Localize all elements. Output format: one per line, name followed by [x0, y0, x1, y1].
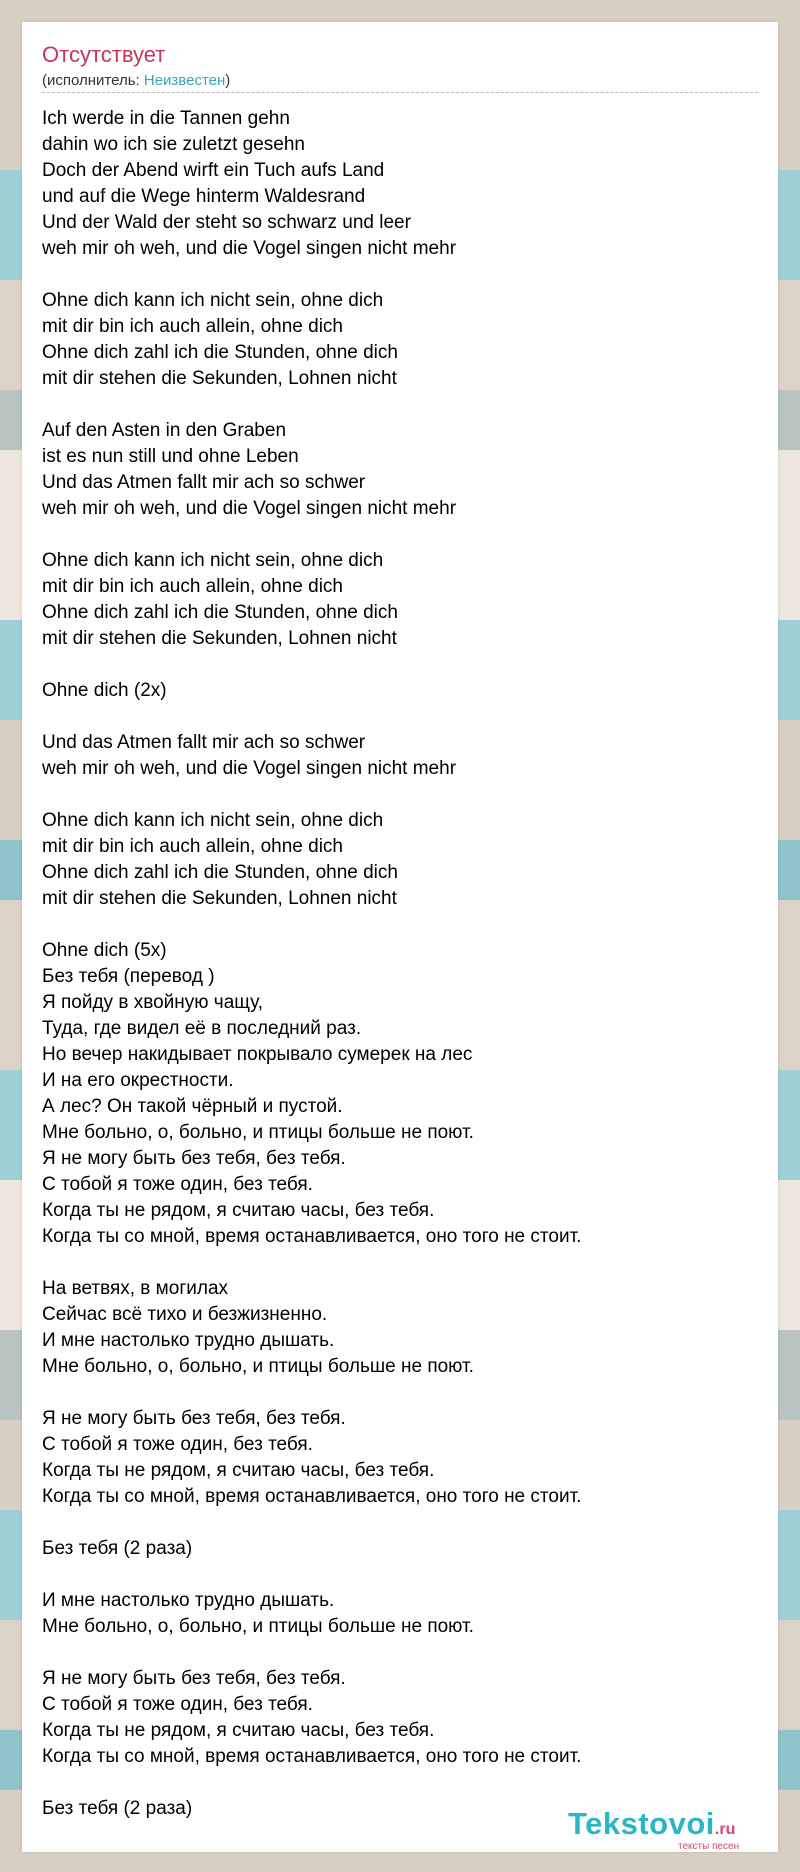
artist-prefix: (исполнитель:	[42, 72, 144, 89]
lyric-line	[42, 392, 758, 418]
lyric-line: weh mir oh weh, und die Vogel singen nicht mehr	[42, 238, 457, 259]
lyric-line: Ohne dich zahl ich die Stunden, ohne dich	[42, 862, 398, 883]
lyric-line: Und der Wald der steht so schwarz und leer	[42, 212, 411, 233]
lyric-line: ist es nun still und ohne Leben	[42, 446, 299, 467]
lyric-line	[42, 652, 758, 678]
lyric-line	[42, 782, 758, 808]
lyric-line: Без тебя (2 раза)	[42, 1798, 193, 1819]
lyric-line: Ohne dich (5x)	[42, 940, 167, 961]
site-logo[interactable]	[568, 1806, 740, 1852]
lyric-line: Я не могу быть без тебя, без тебя.	[42, 1408, 346, 1429]
lyric-line: Когда ты со мной, время останавливается, оно того не стоит.	[42, 1226, 582, 1247]
lyric-line: Ohne dich kann ich nicht sein, ohne dich	[42, 290, 384, 311]
lyric-line: Когда ты не рядом, я считаю часы, без тебя.	[42, 1720, 435, 1741]
logo-tagline: тексты песен	[678, 1841, 740, 1852]
lyric-line	[42, 1380, 758, 1406]
lyric-line: und auf die Wege hinterm Waldesrand	[42, 186, 366, 207]
artist-link[interactable]: Неизвестен	[143, 72, 226, 89]
lyric-line: Без тебя (перевод )	[42, 966, 215, 987]
lyric-line: А лес? Он такой чёрный и пустой.	[42, 1096, 343, 1117]
lyric-line: Когда ты не рядом, я считаю часы, без тебя.	[42, 1460, 435, 1481]
lyric-line	[42, 1250, 758, 1276]
lyric-line: Ohne dich (2x)	[42, 680, 167, 701]
lyric-line: dahin wo ich sie zuletzt gesehn	[42, 134, 305, 155]
lyric-line: Сейчас всё тихо и безжизненно.	[42, 1304, 328, 1325]
lyric-line: mit dir stehen die Sekunden, Lohnen nicht	[42, 368, 397, 389]
lyric-line	[42, 1562, 758, 1588]
lyric-line	[42, 522, 758, 548]
lyric-line: Doch der Abend wirft ein Tuch aufs Land	[42, 160, 385, 181]
lyric-line: Я не могу быть без тебя, без тебя.	[42, 1668, 346, 1689]
lyrics-card	[22, 22, 778, 1852]
lyric-line: Туда, где видел её в последний раз.	[42, 1018, 362, 1039]
lyric-line: И на его окрестности.	[42, 1070, 234, 1091]
lyric-line: mit dir bin ich auch allein, ohne dich	[42, 316, 344, 337]
lyric-line	[42, 1640, 758, 1666]
lyric-line: Ich werde in die Tannen gehn	[42, 108, 290, 129]
lyric-line: Когда ты не рядом, я считаю часы, без тебя.	[42, 1200, 435, 1221]
artist-suffix: )	[225, 72, 231, 89]
lyric-line	[42, 912, 758, 938]
lyric-line: weh mir oh weh, und die Vogel singen nicht mehr	[42, 498, 457, 519]
lyric-line: Мне больно, о, больно, и птицы больше не поют.	[42, 1122, 474, 1143]
lyric-line: Ohne dich zahl ich die Stunden, ohne dich	[42, 342, 398, 363]
lyric-line: Но вечер накидывает покрывало сумерек на лес	[42, 1044, 473, 1065]
lyric-line: mit dir stehen die Sekunden, Lohnen nicht	[42, 888, 397, 909]
song-title: Отсутствует	[42, 42, 166, 67]
lyric-line: Я не могу быть без тебя, без тебя.	[42, 1148, 346, 1169]
lyric-line: С тобой я тоже один, без тебя.	[42, 1434, 313, 1455]
lyric-line: И мне настолько трудно дышать.	[42, 1330, 335, 1351]
lyric-line: mit dir bin ich auch allein, ohne dich	[42, 576, 344, 597]
logo-tld: .ru	[714, 1821, 736, 1838]
lyric-line: Мне больно, о, больно, и птицы больше не поют.	[42, 1356, 474, 1377]
lyric-line: weh mir oh weh, und die Vogel singen nicht mehr	[42, 758, 457, 779]
lyric-line: На ветвях, в могилах	[42, 1278, 229, 1299]
lyric-line: Auf den Asten in den Graben	[42, 420, 287, 441]
title-divider	[42, 92, 758, 93]
lyric-line: Und das Atmen fallt mir ach so schwer	[42, 732, 366, 753]
lyric-line: С тобой я тоже один, без тебя.	[42, 1694, 313, 1715]
logo-name: Tekstovoi	[568, 1806, 715, 1841]
lyric-line	[42, 262, 758, 288]
lyric-line: Я пойду в хвойную чащу,	[42, 992, 263, 1013]
lyric-line: Und das Atmen fallt mir ach so schwer	[42, 472, 366, 493]
lyric-line: С тобой я тоже один, без тебя.	[42, 1174, 313, 1195]
lyric-line	[42, 1770, 758, 1796]
artist-line	[42, 72, 230, 89]
lyric-line: И мне настолько трудно дышать.	[42, 1590, 335, 1611]
lyric-line: Ohne dich kann ich nicht sein, ohne dich	[42, 550, 384, 571]
lyric-line	[42, 1510, 758, 1536]
lyric-line: Ohne dich zahl ich die Stunden, ohne dich	[42, 602, 398, 623]
lyric-line: Когда ты со мной, время останавливается, оно того не стоит.	[42, 1486, 582, 1507]
lyric-line: Ohne dich kann ich nicht sein, ohne dich	[42, 810, 384, 831]
lyric-line: Без тебя (2 раза)	[42, 1538, 193, 1559]
lyric-line: Когда ты со мной, время останавливается, оно того не стоит.	[42, 1746, 582, 1767]
lyrics-text	[42, 106, 758, 1822]
lyric-line: mit dir bin ich auch allein, ohne dich	[42, 836, 344, 857]
lyric-line: mit dir stehen die Sekunden, Lohnen nicht	[42, 628, 397, 649]
lyric-line	[42, 704, 758, 730]
lyric-line: Мне больно, о, больно, и птицы больше не поют.	[42, 1616, 474, 1637]
